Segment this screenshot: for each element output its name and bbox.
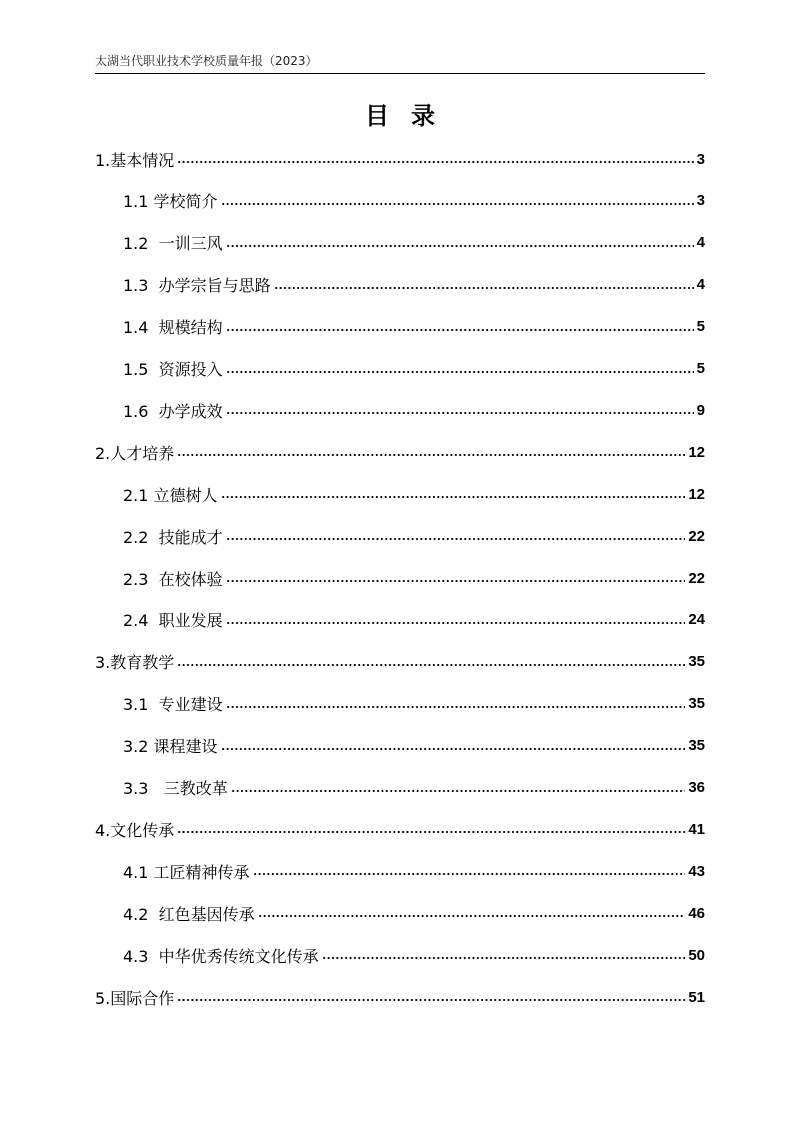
toc-entry-page-number: 51 [688, 988, 705, 1006]
toc-leader-dots [231, 789, 686, 793]
toc-leader-dots [226, 328, 694, 332]
toc-entry-label: 3.2 课程建设 [123, 737, 218, 757]
toc-title: 目录 [365, 102, 457, 130]
toc-entry-label: 1.1 学校简介 [123, 192, 218, 212]
toc-entry[interactable] [95, 814, 705, 844]
toc-leader-dots [322, 956, 686, 960]
toc-entry-label: 1.3 办学宗旨与思路 [123, 276, 271, 296]
toc-entry-page-number: 36 [688, 779, 705, 796]
toc-entry[interactable] [123, 856, 705, 886]
toc-entry[interactable] [95, 144, 705, 174]
toc-entry[interactable] [95, 982, 705, 1012]
toc-entry-page-number: 35 [688, 653, 705, 671]
toc-entry-page-number: 22 [688, 569, 705, 587]
toc-entry-page-number: 4 [696, 276, 705, 294]
toc-entry-label: 3.3 三教改革 [123, 779, 228, 798]
toc-leader-dots [221, 202, 694, 206]
toc-entry-page-number: 3 [696, 150, 705, 168]
toc-entry-page-number: 50 [688, 946, 705, 964]
toc-leader-dots [221, 747, 686, 751]
toc-entry-label: 3.教育教学 [95, 653, 175, 673]
toc-entry-label: 2.人才培养 [95, 443, 175, 463]
toc-entry[interactable] [123, 940, 705, 970]
toc-leader-dots [221, 495, 686, 499]
toc-entry-page-number: 4 [696, 234, 705, 252]
toc-entry[interactable] [123, 354, 705, 384]
toc-leader-dots [226, 579, 686, 583]
toc-leader-dots [226, 705, 686, 709]
toc-entry[interactable] [123, 563, 705, 593]
toc-leader-dots [226, 370, 694, 374]
toc-leader-dots [177, 453, 685, 457]
toc-entry-label: 1.2 一训三风 [123, 234, 223, 254]
toc-entry-label: 2.1 立德树人 [123, 485, 218, 505]
toc-entry-label: 1.6 办学成效 [123, 401, 223, 421]
toc-leader-dots [226, 411, 694, 415]
toc-entry[interactable] [123, 186, 705, 216]
toc-entry-label: 4.1 工匠精神传承 [123, 862, 250, 882]
toc-entry-page-number: 12 [688, 485, 705, 503]
toc-leader-dots [253, 872, 686, 876]
toc-entry[interactable] [123, 228, 705, 258]
toc-entry-page-number: 22 [688, 527, 705, 545]
toc-entry[interactable] [123, 270, 705, 300]
toc-entry-label: 1.基本情况 [95, 150, 175, 170]
toc-entry[interactable] [123, 731, 705, 761]
toc-leader-dots [226, 621, 686, 625]
toc-entry-label: 4.3 中华优秀传统文化传承 [123, 946, 319, 966]
toc-leader-dots [226, 244, 694, 248]
toc-leader-dots [226, 537, 686, 541]
toc-entry-label: 2.3 在校体验 [123, 569, 223, 589]
running-header: 太湖当代职业技术学校质量年报（2023） [95, 54, 318, 68]
toc-entry[interactable] [123, 605, 705, 635]
toc-entry-page-number: 35 [688, 695, 705, 713]
toc-entry-label: 4.文化传承 [95, 820, 175, 840]
toc-entry[interactable] [95, 647, 705, 677]
toc-entry[interactable] [95, 437, 705, 467]
toc-entry[interactable] [123, 395, 705, 425]
toc-entry-page-number: 46 [688, 904, 705, 922]
toc-entry-page-number: 12 [688, 443, 705, 461]
toc-leader-dots [177, 830, 685, 834]
toc-entry-label: 5.国际合作 [95, 988, 175, 1008]
toc-entry-page-number: 5 [696, 318, 705, 336]
toc-entry[interactable] [123, 312, 705, 342]
toc-leader-dots [258, 914, 686, 918]
toc-entry[interactable] [123, 689, 705, 719]
toc-entry-page-number: 5 [696, 360, 705, 377]
toc-entry-label: 2.4 职业发展 [123, 611, 223, 631]
toc-entry-label: 1.5 资源投入 [123, 360, 223, 379]
toc-entry-page-number: 24 [688, 611, 705, 629]
toc-entry-label: 4.2 红色基因传承 [123, 904, 255, 924]
toc-leader-dots [177, 663, 685, 667]
toc-entry[interactable] [123, 521, 705, 551]
toc-entry[interactable] [123, 898, 705, 928]
toc-entry[interactable] [123, 479, 705, 509]
toc-entry-label: 2.2 技能成才 [123, 527, 223, 547]
toc-leader-dots [274, 286, 694, 290]
toc-leader-dots [177, 160, 693, 164]
toc-entry-label: 1.4 规模结构 [123, 318, 223, 338]
toc-leader-dots [177, 998, 685, 1002]
toc-entry-page-number: 43 [688, 862, 705, 880]
toc-entry-label: 3.1 专业建设 [123, 695, 223, 715]
toc-entry-page-number: 9 [696, 401, 705, 419]
toc-entry-page-number: 3 [696, 192, 705, 210]
toc-entry[interactable] [123, 773, 705, 803]
header-divider [95, 73, 705, 74]
toc-entry-page-number: 35 [688, 737, 705, 755]
toc-entry-page-number: 41 [688, 820, 705, 838]
